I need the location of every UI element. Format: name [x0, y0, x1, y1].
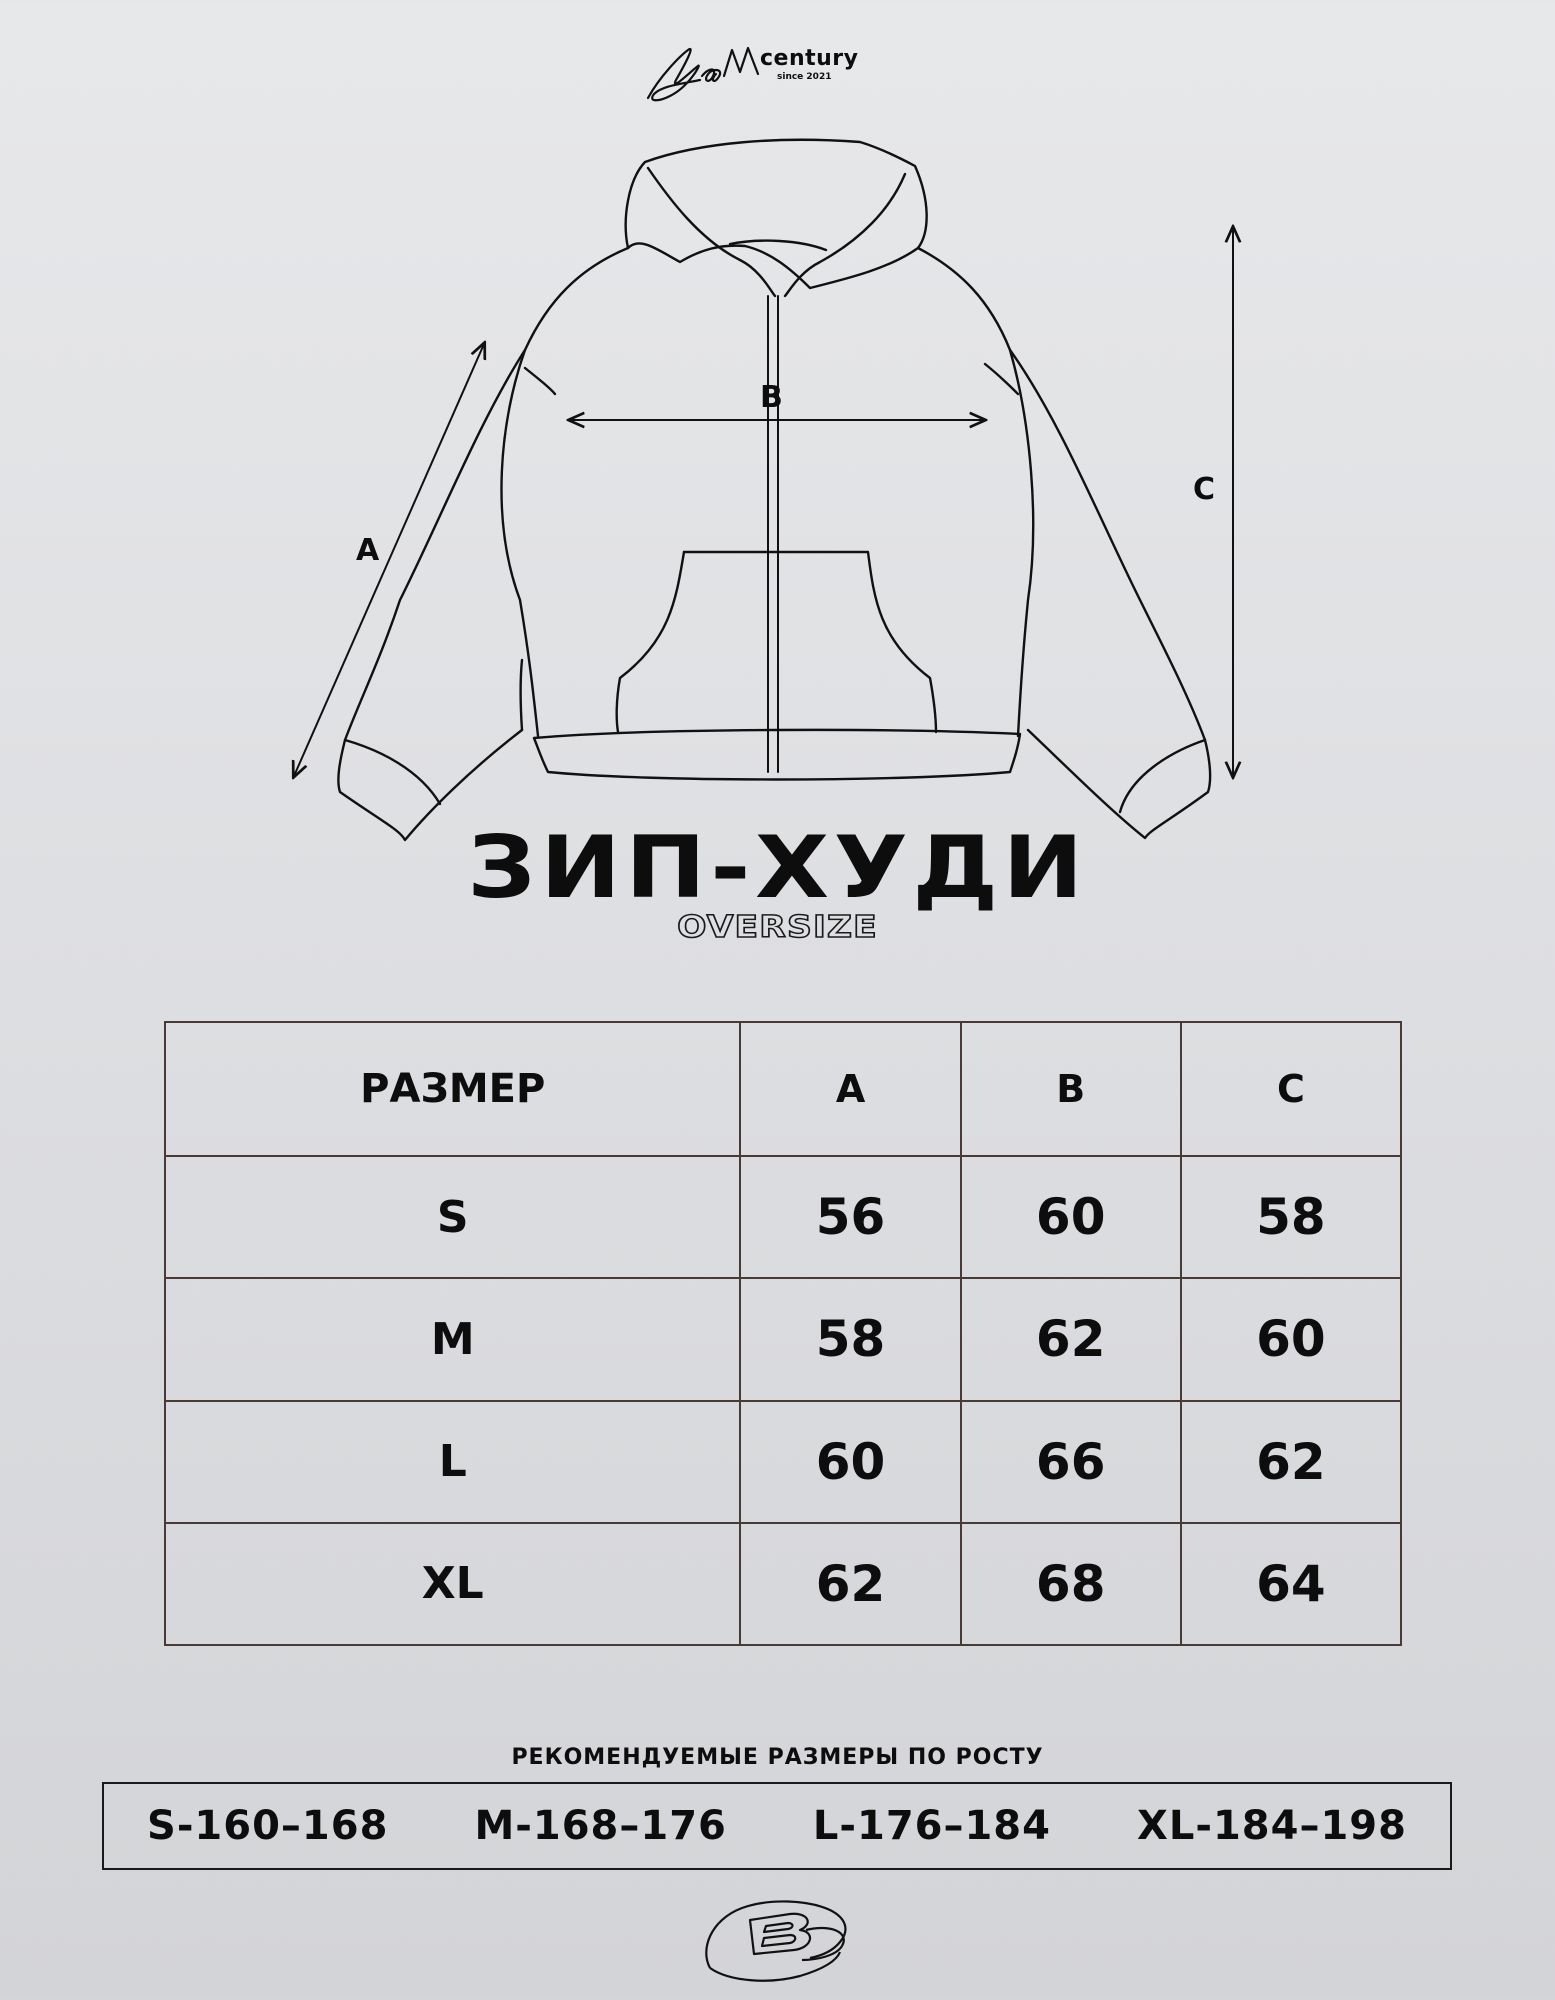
table-size-cell: S	[165, 1156, 740, 1278]
recommended-item: S-160–168	[147, 1803, 389, 1849]
recommended-box	[102, 1782, 1452, 1870]
table-cell: 60	[740, 1401, 960, 1523]
table-cell: 68	[961, 1523, 1181, 1645]
table-header-row	[165, 1022, 1401, 1156]
table-cell: 60	[1181, 1278, 1401, 1400]
dimension-b-label: B	[760, 380, 783, 415]
dimension-a-label: A	[356, 533, 380, 568]
table-header-cell: A	[740, 1022, 960, 1156]
table-cell: 60	[961, 1156, 1181, 1278]
table-row	[165, 1278, 1401, 1400]
table-row	[165, 1523, 1401, 1645]
recommended-item: M-168–176	[474, 1803, 727, 1849]
table-row	[165, 1401, 1401, 1523]
table-row	[165, 1156, 1401, 1278]
table-header-cell: C	[1181, 1022, 1401, 1156]
table-size-cell: M	[165, 1278, 740, 1400]
recommended-item: XL-184–198	[1137, 1803, 1407, 1849]
product-title: ЗИП-ХУДИ	[467, 818, 1088, 918]
table-cell: 62	[1181, 1401, 1401, 1523]
brand-name: century	[760, 46, 859, 71]
table-size-cell: XL	[165, 1523, 740, 1645]
table-cell: 62	[740, 1523, 960, 1645]
table-header-cell: РАЗМЕР	[165, 1022, 740, 1156]
product-subtitle: OVERSIZE	[677, 910, 878, 945]
brand-since: since 2021	[777, 72, 832, 82]
hoodie-outline	[338, 140, 1210, 840]
table-cell: 58	[1181, 1156, 1401, 1278]
dimension-a-arrow	[294, 344, 484, 776]
bc-footer-logo	[690, 1890, 870, 1990]
table-cell: 62	[961, 1278, 1181, 1400]
table-size-cell: L	[165, 1401, 740, 1523]
table-cell: 66	[961, 1401, 1181, 1523]
table-header-cell: B	[961, 1022, 1181, 1156]
hoodie-diagram	[0, 0, 1555, 860]
dimension-c-label: C	[1193, 472, 1216, 507]
size-table	[164, 1021, 1402, 1646]
recommended-title: РЕКОМЕНДУЕМЫЕ РАЗМЕРЫ ПО РОСТУ	[511, 1745, 1044, 1770]
recommended-item: L-176–184	[812, 1803, 1051, 1849]
table-cell: 56	[740, 1156, 960, 1278]
table-cell: 58	[740, 1278, 960, 1400]
table-cell: 64	[1181, 1523, 1401, 1645]
